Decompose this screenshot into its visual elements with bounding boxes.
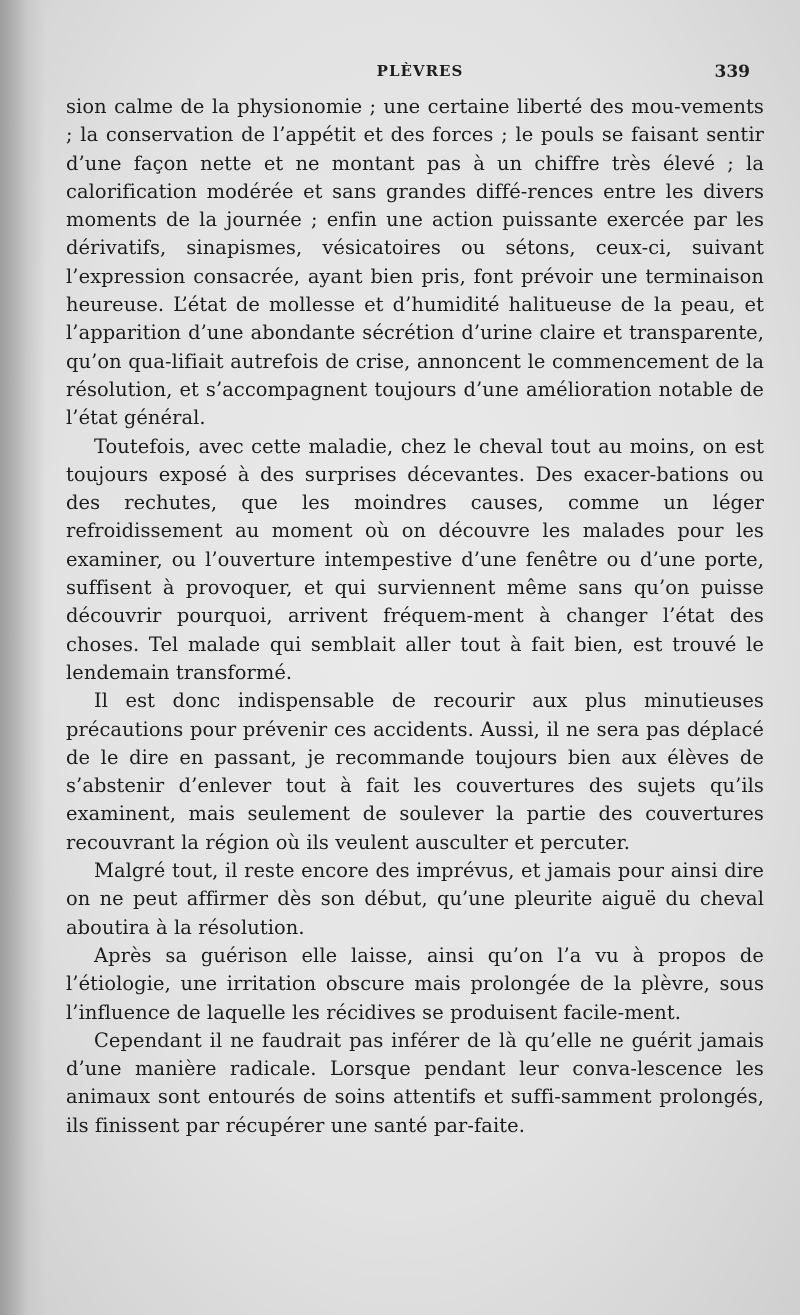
running-head	[80, 60, 760, 86]
paragraph: sion calme de la physionomie ; une certaine liberté des mou-vements ; la conservation de l’appétit et des forces ; le pouls se faisant sentir d’une façon nette et ne montant pas à un chiffre très élevé ; la calorification modérée et sans grandes diffé-rences entre les divers moments de la journée ; enfin une action puissante exercée par les dérivatifs, sinapismes, vésicatoires ou sétons, ceux-ci, suivant l’expression consacrée, ayant bien pris, font prévoir une terminaison heureuse. L’état de mollesse et d’humidité halitueuse de la peau, et l’apparition d’une abondante sécrétion d’urine claire et transparente, qu’on qua-lifiait autrefois de crise, annoncent le commencement de la résolution, et s’accompagnent toujours d’une amélioration notable de l’état général.	[66, 95, 764, 430]
paragraph: Toutefois, avec cette maladie, chez le cheval tout au moins, on est toujours exposé à des surprises décevantes. Des exacer-bations ou des rechutes, que les moindres causes, comme un léger refroidissement au moment où on découvre les malades pour les examiner, ou l’ouverture intempestive d’une fenêtre ou d’une porte, suffisent à provoquer, et qui surviennent même sans qu’on puisse découvrir pourquoi, arrivent fréquem-ment à changer l’état des choses. Tel malade qui semblait aller tout à fait bien, est trouvé le lendemain transformé.	[66, 434, 764, 684]
paragraph: Cependant il ne faudrait pas inférer de là qu’elle ne guérit jamais d’une manière radicale. Lorsque pendant leur conva-lescence les animaux sont entourés de soins attentifs et suffi-samment prolongés, ils finissent par récupérer une santé par-faite.	[66, 1028, 764, 1137]
paragraph: Il est donc indispensable de recourir aux plus minutieuses précautions pour prévenir ces accidents. Aussi, il ne sera pas déplacé de le dire en passant, je recommande toujours bien aux élèves de s’abstenir d’enlever tout à fait les couvertures des sujets qu’ils examinent, mais seulement de soulever la partie des couvertures recouvrant la région où ils veulent ausculter et percuter.	[66, 689, 764, 854]
page-binding-shadow	[0, 0, 46, 1315]
paragraph: Après sa guérison elle laisse, ainsi qu’on l’a vu à propos de l’étiologie, une irritation obscure mais prolongée de la plèvre, sous l’influence de laquelle les récidives se produisent facile-ment.	[66, 943, 764, 1024]
paragraph: Malgré tout, il reste encore des imprévus, et jamais pour ainsi dire on ne peut affirmer dès son début, qu’une pleurite aiguë du cheval aboutira à la résolution.	[66, 859, 764, 939]
body-text	[66, 93, 764, 1140]
running-title: PLÈVRES	[376, 62, 464, 80]
page-number: 339	[714, 62, 750, 82]
